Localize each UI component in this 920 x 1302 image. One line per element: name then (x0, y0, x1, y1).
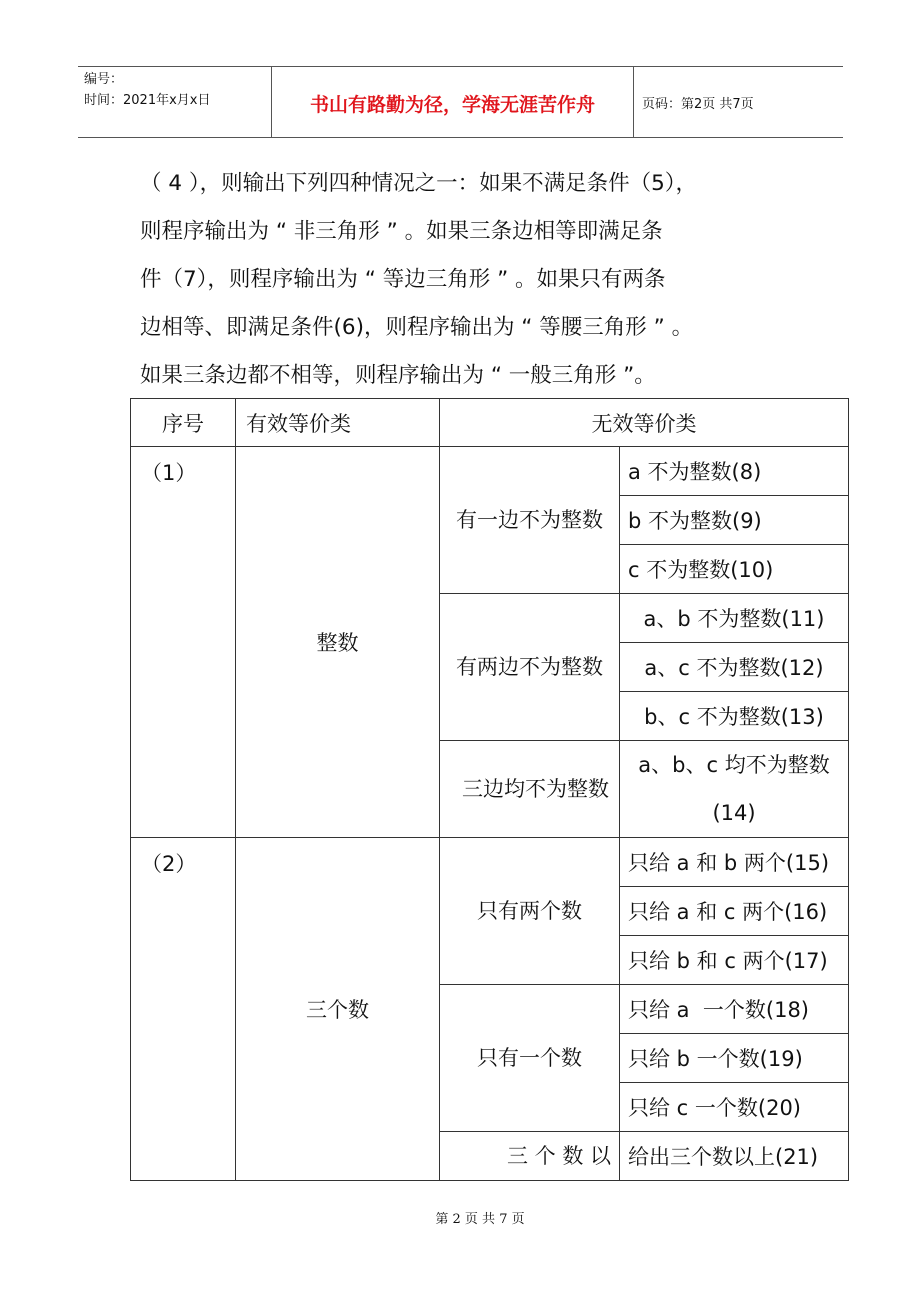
page-footer: 第 2 页 共 7 页 (435, 1212, 525, 1227)
invalid-item: 只给 b 和 c 两个(17) (620, 936, 849, 985)
invalid-item: 只给 a 和 c 两个(16) (620, 887, 849, 936)
group-seq: （1） (131, 447, 236, 838)
motto: 书山有路勤为径，学海无涯苦作舟 (309, 94, 595, 116)
group-valid-class: 整数 (236, 447, 440, 838)
table-row (131, 838, 849, 887)
invalid-item: 只给 c 一个数(20) (620, 1083, 849, 1132)
subgroup-text: 三边均不为整数 (462, 777, 609, 801)
group-seq: （2） (131, 838, 236, 1181)
subgroup-label (440, 594, 620, 741)
invalid-item: c 不为整数(10) (620, 545, 849, 594)
group-valid-class: 三个数 (236, 838, 440, 1181)
body-paragraph (140, 160, 840, 400)
paragraph-line: 边相等、即满足条件(6)，则程序输出为 “ 等腰三角形 ” 。 (140, 315, 694, 340)
invalid-item: a、c 不为整数(12) (620, 643, 849, 692)
subgroup-label: 三 个 数 以 (440, 1132, 620, 1181)
invalid-item: 只给 a 和 b 两个(15) (620, 838, 849, 887)
paragraph-line: （ 4 ），则输出下列四种情况之一：如果不满足条件（5）， (140, 171, 698, 196)
serial-label: 编号： (84, 72, 124, 87)
header-page-cell (634, 67, 843, 137)
subgroup-label (440, 447, 620, 594)
invalid-item: 给出三个数以上(21) (620, 1132, 849, 1181)
paragraph-line: 则程序输出为 “ 非三角形 ” 。如果三条边相等即满足条 (140, 219, 663, 244)
subgroup-label (440, 741, 620, 838)
invalid-item: b 不为整数(9) (620, 496, 849, 545)
invalid-item: a 不为整数(8) (620, 447, 849, 496)
paragraph-line: 件（7），则程序输出为 “ 等边三角形 ” 。如果只有两条 (140, 267, 666, 292)
page-header (78, 66, 843, 138)
invalid-item: 只给 a 一个数(18) (620, 985, 849, 1034)
header-invalid-class: 无效等价类 (440, 399, 849, 447)
subgroup-label: 只有两个数 (440, 838, 620, 985)
invalid-item: b、c 不为整数(13) (620, 692, 849, 741)
equivalence-class-table (130, 398, 849, 1181)
table-header-row (131, 399, 849, 447)
page-code: 页码：第2页 共7页 (642, 97, 754, 112)
time-label: 时间：2021年x月x日 (84, 93, 211, 108)
header-seq: 序号 (131, 399, 236, 447)
invalid-item: 只给 b 一个数(19) (620, 1034, 849, 1083)
header-valid-class: 有效等价类 (236, 399, 440, 447)
subgroup-text: 有两边不为整数 (456, 655, 603, 679)
paragraph-line: 如果三条边都不相等，则程序输出为 “ 一般三角形 ”。 (140, 363, 656, 388)
header-meta-cell (78, 67, 272, 137)
invalid-item: a、b 不为整数(11) (620, 594, 849, 643)
subgroup-text: 有一边不为整数 (456, 508, 603, 532)
subgroup-label: 只有一个数 (440, 985, 620, 1132)
header-motto-cell (272, 67, 634, 137)
invalid-item: a、b、c 均不为整数(14) (620, 741, 849, 838)
table-row (131, 447, 849, 496)
